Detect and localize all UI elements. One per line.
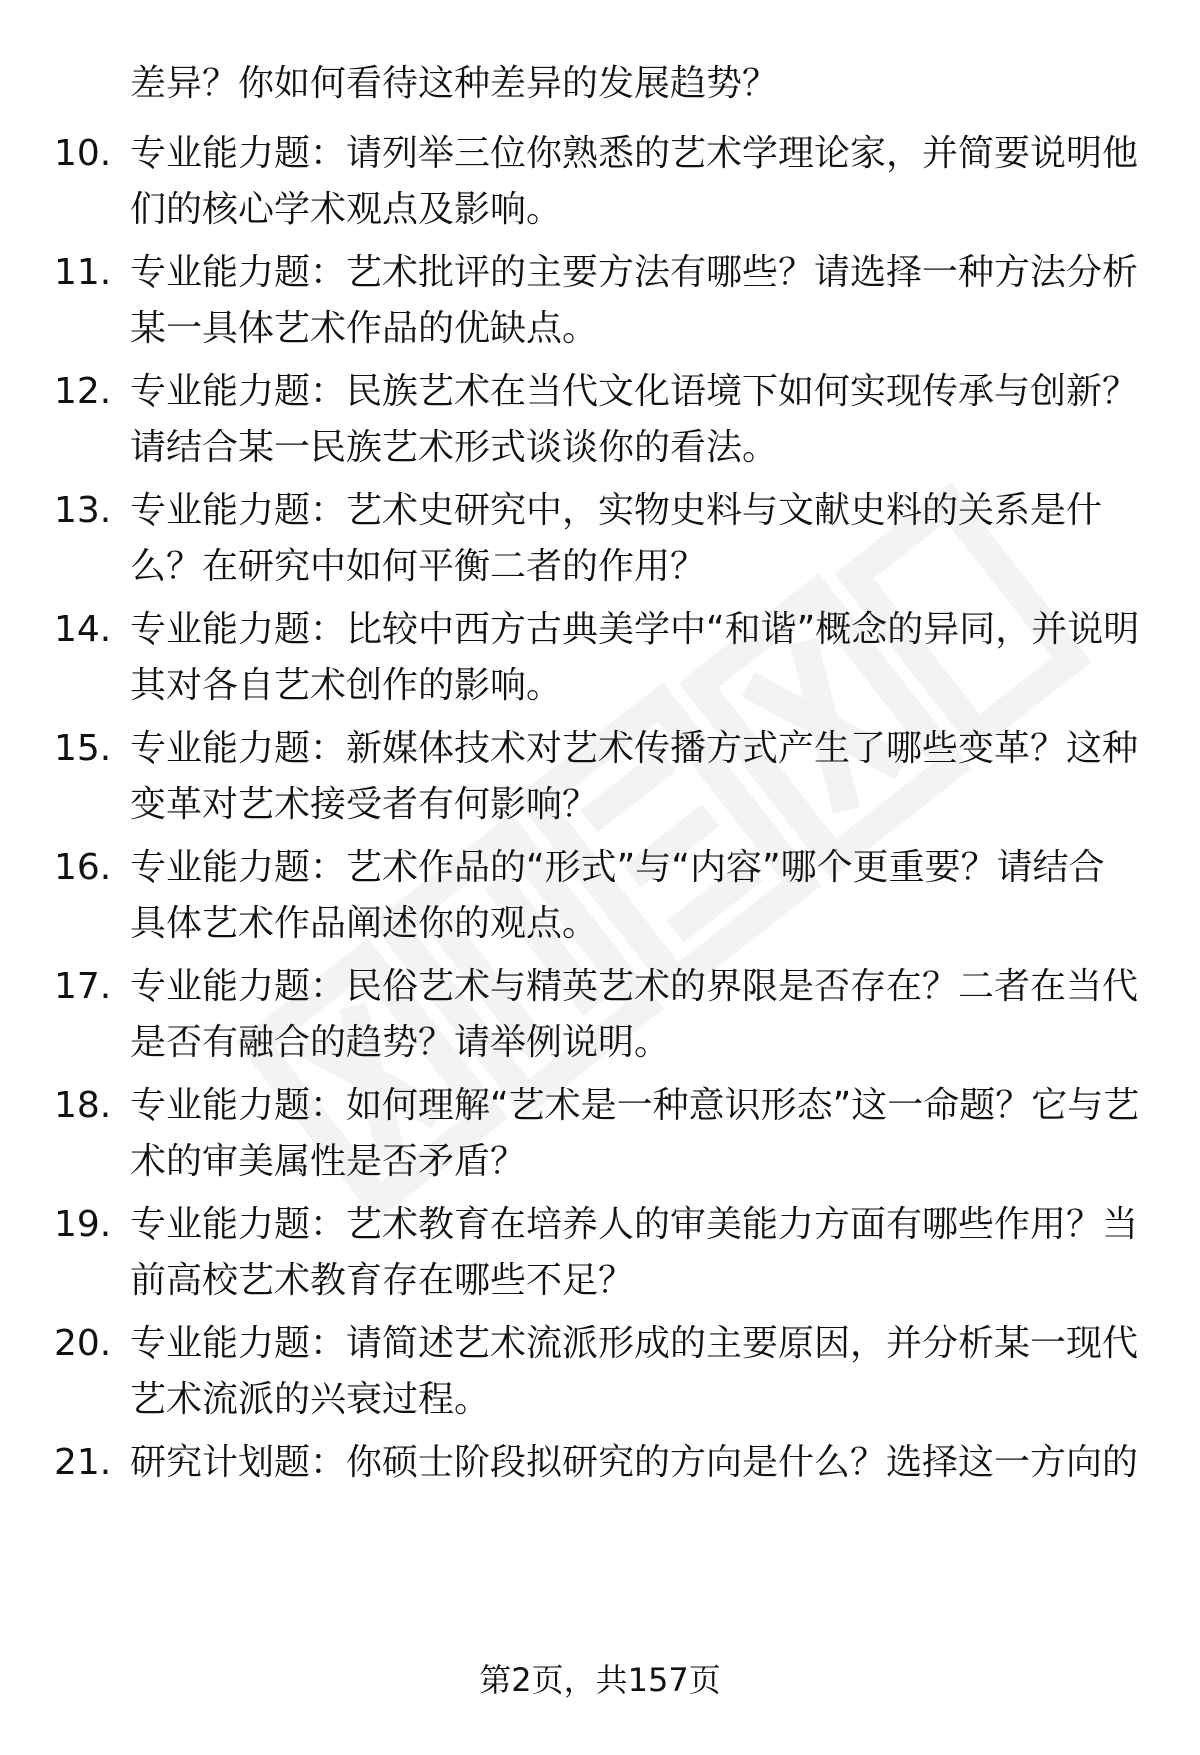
question-number: 12. <box>54 371 112 412</box>
question-text: 专业能力题：艺术作品的“形式”与“内容”哪个更重要？请结合具体艺术作品阐述你的观点。 <box>130 847 1105 944</box>
question-number: 10. <box>54 133 112 174</box>
question-text: 专业能力题：民族艺术在当代文化语境下如何实现传承与创新？请结合某一民族艺术形式谈谈你的看法。 <box>130 371 1139 468</box>
question-text: 专业能力题：艺术批评的主要方法有哪些？请选择一种方法分析某一具体艺术作品的优缺点。 <box>130 252 1139 349</box>
question-number: 18. <box>54 1085 112 1126</box>
question-number: 19. <box>54 1204 112 1245</box>
question-number: 17. <box>54 966 112 1007</box>
question-number: 15. <box>54 728 112 769</box>
question-number: 20. <box>54 1323 112 1364</box>
question-number: 11. <box>54 252 112 293</box>
continuation-text: 差异？你如何看待这种差异的发展趋势？ <box>130 63 779 104</box>
question-text: 专业能力题：民俗艺术与精英艺术的界限是否存在？二者在当代是否有融合的趋势？请举例说明。 <box>130 966 1139 1063</box>
question-number: 13. <box>54 490 112 531</box>
question-text: 专业能力题：比较中西方古典美学中“和谐”概念的异同，并说明其对各自艺术创作的影响。 <box>130 609 1140 706</box>
question-text: 专业能力题：艺术史研究中，实物史料与文献史料的关系是什么？在研究中如何平衡二者的作用？ <box>130 490 1103 587</box>
question-text: 专业能力题：如何理解“艺术是一种意识形态”这一命题？它与艺术的审美属性是否矛盾？ <box>130 1085 1140 1182</box>
question-number: 21. <box>54 1442 112 1483</box>
page-footer: 第2页，共157页 <box>479 1661 721 1699</box>
question-number: 16. <box>54 847 112 888</box>
question-text: 研究计划题：你硕士阶段拟研究的方向是什么？选择这一方向的 <box>130 1442 1139 1483</box>
question-text: 专业能力题：请简述艺术流派形成的主要原因，并分析某一现代艺术流派的兴衰过程。 <box>130 1323 1139 1420</box>
question-number: 14. <box>54 609 112 650</box>
question-text: 专业能力题：艺术教育在培养人的审美能力方面有哪些作用？当前高校艺术教育存在哪些不足？ <box>130 1204 1139 1301</box>
question-text: 专业能力题：请列举三位你熟悉的艺术学理论家，并简要说明他们的核心学术观点及影响。 <box>130 133 1139 230</box>
question-text: 专业能力题：新媒体技术对艺术传播方式产生了哪些变革？这种变革对艺术接受者有何影响？ <box>130 728 1139 825</box>
